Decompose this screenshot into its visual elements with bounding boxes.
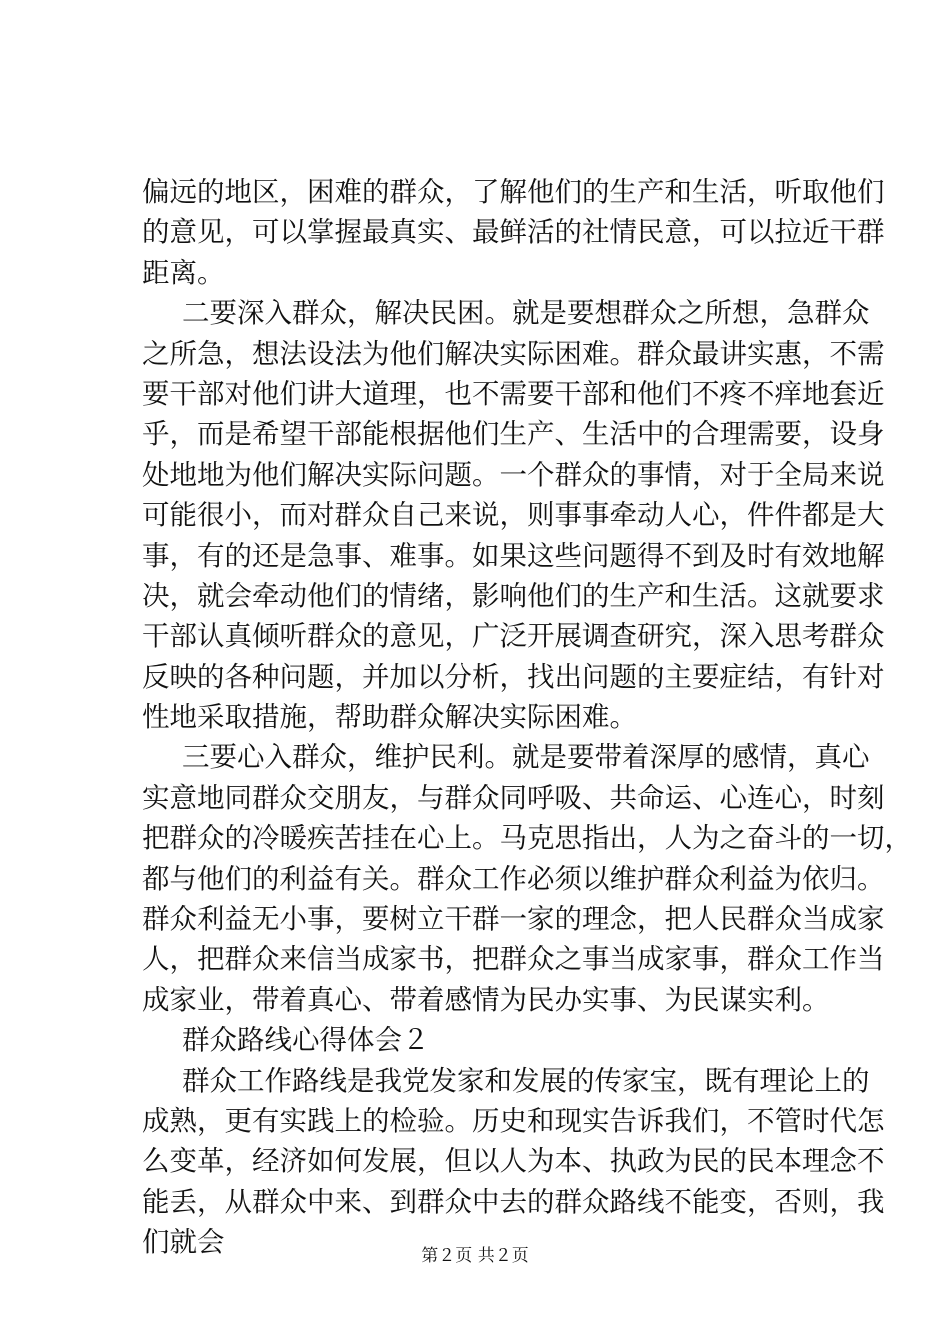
text-line: 之所急，想法设法为他们解决实际困难。群众最讲实惠，不需: [142, 337, 885, 370]
text-line: 决，就会牵动他们的情绪，影响他们的生产和生活。这就要求: [142, 579, 885, 612]
text-line: 距离。: [142, 256, 225, 289]
text-line: 们就会: [142, 1226, 225, 1259]
page-footer: 第２页 共２页: [421, 1246, 529, 1266]
text-line: 群众工作路线是我党发家和发展的传家宝，既有理论上的: [182, 1064, 870, 1097]
text-line: 么变革，经济如何发展，但以人为本、执政为民的民本理念不: [142, 1145, 885, 1178]
text-line: 反映的各种问题，并加以分析，找出问题的主要症结，有针对: [142, 660, 885, 693]
document-body: [142, 172, 912, 1263]
text-line: 成家业，带着真心、带着感情为民办实事、为民谋实利。: [142, 983, 830, 1016]
text-line: 乎，而是希望干部能根据他们生产、生活中的合理需要，设身: [142, 418, 885, 451]
text-line: 能丢，从群众中来、到群众中去的群众路线不能变，否则，我: [142, 1185, 885, 1218]
text-line: 事，有的还是急事、难事。如果这些问题得不到及时有效地解: [142, 539, 885, 572]
text-line: 成熟，更有实践上的检验。历史和现实告诉我们，不管时代怎: [142, 1104, 885, 1137]
text-line: 的意见，可以掌握最真实、最鲜活的社情民意，可以拉近干群: [142, 216, 885, 249]
text-line: 二要深入群众，解决民困。就是要想群众之所想，急群众: [182, 297, 870, 330]
text-line: 人，把群众来信当成家书，把群众之事当成家事，群众工作当: [142, 943, 885, 976]
text-line: 偏远的地区，困难的群众，了解他们的生产和生活，听取他们: [142, 176, 885, 208]
text-line: 处地地为他们解决实际问题。一个群众的事情，对于全局来说: [142, 458, 885, 491]
text-line: 性地采取措施，帮助群众解决实际困难。: [142, 701, 637, 734]
text-line: 要干部对他们讲大道理，也不需要干部和他们不疼不痒地套近: [142, 377, 885, 410]
text-line: 实意地同群众交朋友，与群众同呼吸、共命运、心连心，时刻: [142, 781, 885, 814]
text-line: 群众利益无小事，要树立干群一家的理念，把人民群众当成家: [142, 903, 885, 936]
text-line: 群众路线心得体会２: [182, 1024, 430, 1057]
text-line: 把群众的冷暖疾苦挂在心上。马克思指出，人为之奋斗的一切，: [142, 822, 912, 855]
text-line: 干部认真倾听群众的意见，广泛开展调查研究，深入思考群众: [142, 620, 885, 653]
text-line: 三要心入群众，维护民利。就是要带着深厚的感情，真心: [182, 741, 870, 774]
text-line: 都与他们的利益有关。群众工作必须以维护群众利益为依归。: [142, 862, 885, 895]
text-line: 可能很小，而对群众自己来说，则事事牵动人心，件件都是大: [142, 499, 885, 532]
